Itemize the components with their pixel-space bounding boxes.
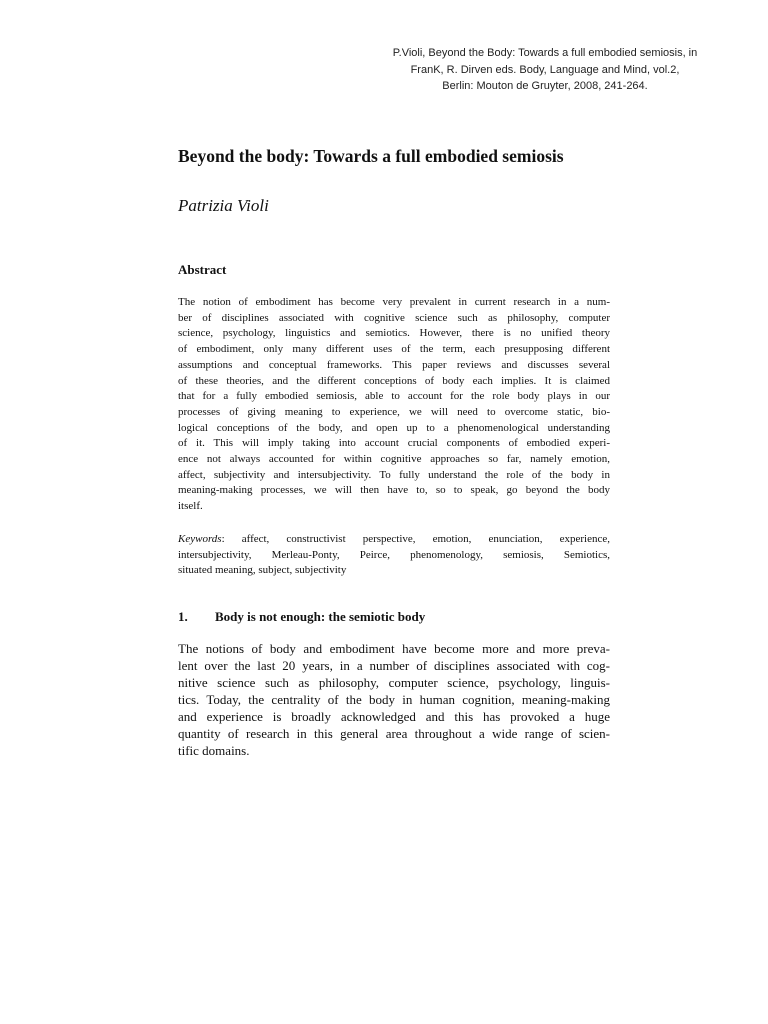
abstract-heading: Abstract	[178, 262, 227, 277]
section-title: Body is not enough: the semiotic body	[215, 609, 426, 624]
abstract-line: meaning-making processes, we will then have to, so to speak, go beyond the body	[178, 484, 610, 497]
abstract-line: The notion of embodiment has become very prevalent in current research in a num-	[178, 296, 610, 308]
keywords-label: Keywords	[178, 533, 222, 545]
abstract-line: assumptions and conceptual frameworks. This paper reviews and discusses several	[178, 358, 610, 371]
abstract-line: of these theories, and the different conceptions of body each implies. It is claimed	[178, 374, 610, 387]
abstract-line: itself.	[178, 500, 203, 513]
citation-line: FranK, R. Dirven eds. Body, Language and Mind, vol.2,	[410, 63, 680, 76]
body-line: and experience is broadly acknowledged and this has provoked a huge	[178, 709, 610, 724]
citation-header	[340, 45, 750, 95]
body-line: tics. Today, the centrality of the body in human cognition, meaning-making	[178, 692, 610, 707]
keywords-text: : affect, constructivist perspective, emotion, enunciation, experience,	[221, 533, 610, 545]
abstract-line: of it. This will imply taking into account crucial components of embodied experi-	[178, 437, 610, 450]
paper-title: Beyond the body: Towards a full embodied semiosis	[178, 146, 564, 166]
abstract-line: ber of disciplines associated with cognitive science such as philosophy, computer	[178, 311, 610, 324]
keywords-line: situated meaning, subject, subjectivity	[178, 564, 347, 577]
keywords-line	[178, 532, 610, 548]
abstract-line: logical conceptions of the body, and open up to a phenomenological understanding	[178, 421, 610, 434]
abstract-line: ence not always accounted for within cognitive approaches so far, namely emotion,	[178, 453, 610, 466]
citation-line: Berlin: Mouton de Gruyter, 2008, 241-264.	[442, 80, 648, 92]
body-line: nitive science such as philosophy, computer science, psychology, linguis-	[178, 675, 610, 690]
abstract-line: processes of giving meaning to experience, we will need to overcome static, bio-	[178, 405, 610, 418]
author-name: Patrizia Violi	[178, 196, 269, 215]
section-number: 1.	[178, 609, 188, 624]
abstract-line: affect, subjectivity and intersubjectivity. To fully understand the role of the body in	[178, 468, 610, 481]
section-heading	[178, 609, 425, 625]
keywords-line: intersubjectivity, Merleau-Ponty, Peirce, phenomenology, semiosis, Semiotics,	[178, 548, 610, 561]
body-paragraph	[178, 640, 610, 759]
body-line: lent over the last 20 years, in a number of disciplines associated with cog-	[178, 658, 610, 673]
body-line: tific domains.	[178, 743, 250, 758]
abstract-line: that for a fully embodied semiosis, able to account for the role body plays in our	[178, 390, 610, 403]
abstract-line: science, psychology, linguistics and semiotics. However, there is no unified theory	[178, 327, 610, 340]
citation-line: P.Violi, Beyond the Body: Towards a full embodied semiosis, in	[392, 47, 698, 59]
abstract-text	[178, 295, 610, 515]
abstract-line: of embodiment, only many different uses of the term, each presupposing different	[178, 343, 610, 356]
body-line: quantity of research in this general area throughout a wide range of scien-	[178, 726, 610, 741]
keywords	[178, 532, 610, 579]
body-line: The notions of body and embodiment have become more and more preva-	[178, 641, 610, 656]
